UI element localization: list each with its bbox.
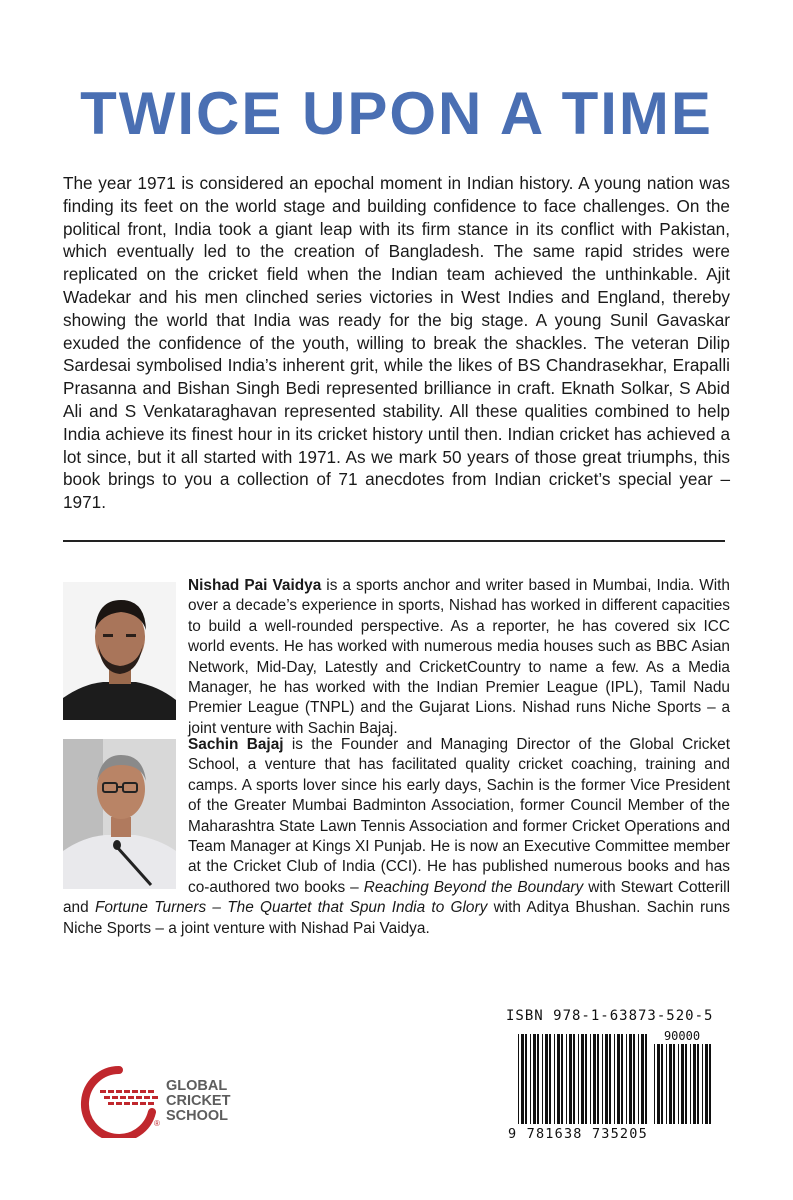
barcode-bar	[666, 1044, 667, 1124]
barcode-bar	[678, 1044, 679, 1124]
logo-line-cricket: CRICKET	[166, 1093, 231, 1109]
book-title: TWICE UPON A TIME	[80, 80, 713, 147]
barcode-bar	[705, 1044, 708, 1124]
barcode-bar	[657, 1044, 660, 1124]
barcode-bar	[533, 1034, 536, 1124]
barcode-bar	[549, 1034, 551, 1124]
barcode-bar	[626, 1034, 627, 1124]
barcode-bar	[629, 1034, 632, 1124]
author-photo-sachin	[63, 739, 176, 889]
barcode-bar	[673, 1044, 675, 1124]
author-bio-sachin	[63, 735, 730, 939]
book-blurb: The year 1971 is considered an epochal moment in Indian history. A young nation was finding its feet on the world stage and building confidence to face challenges. On the political front, India took a giant leap with its firm stance in its conflict with Pakistan, which eventually led to the creation of Bangladesh. The same rapid strides were replicated on the cricket field when the Indian team achieved the unthinkable. Ajit Wadekar and his men clinched series victories in West Indies and England, thereby showing the world that India was ready for the big stage. A young Sunil Gavaskar exuded the confidence of the youth, willing to break the shackles. The veteran Dilip Sardesai symbolised India’s inherent grit, while the likes of BS Chandrasekhar, Erapalli Prasanna and Bishan Singh Bedi represented brilliance in craft. Eknath Solkar, S Abid Ali and S Venkataraghavan represented stability. All these qualities combined to help India achieve its finest hour in its cricket history until then. Indian cricket has achieved a lot since, but it all started with 1971. As we mark 50 years of those great triumphs, this book brings to you a collection of 71 anecdotes from Indian cricket’s special year – 1971.	[63, 173, 730, 513]
barcode-bar	[709, 1044, 711, 1124]
barcode-bar	[554, 1034, 555, 1124]
barcode-bar	[573, 1034, 575, 1124]
registered-mark: ®	[154, 1119, 160, 1128]
barcode-bar	[702, 1044, 703, 1124]
barcode-bar	[609, 1034, 611, 1124]
logo-line-school: SCHOOL	[166, 1108, 229, 1124]
barcode-bar	[690, 1044, 691, 1124]
barcode-addon-number: 90000	[663, 1029, 701, 1043]
barcode-bar	[585, 1034, 587, 1124]
barcode-bar	[633, 1034, 635, 1124]
barcode-bar	[681, 1044, 684, 1124]
author-name-nishad: Nishad Pai Vaidya	[188, 577, 322, 594]
author-bio-nishad	[63, 576, 730, 739]
barcode-bar	[645, 1034, 647, 1124]
author-name-sachin: Sachin Bajaj	[188, 736, 284, 753]
barcode-bar	[545, 1034, 548, 1124]
barcode-bar	[638, 1034, 639, 1124]
barcode-bar	[697, 1044, 699, 1124]
barcode-bar	[569, 1034, 572, 1124]
barcode-bar	[581, 1034, 584, 1124]
barcode-bar	[530, 1034, 531, 1124]
barcode-bar	[605, 1034, 608, 1124]
barcode-bar	[593, 1034, 596, 1124]
logo-line-global: GLOBAL	[166, 1078, 228, 1094]
barcode-bar	[617, 1034, 620, 1124]
barcode-number: 9 781638 735205	[508, 1126, 648, 1142]
barcode-bar	[693, 1044, 696, 1124]
barcode-bar	[685, 1044, 687, 1124]
barcode-bar	[621, 1034, 623, 1124]
barcode-bar	[597, 1034, 599, 1124]
barcode-bar	[669, 1044, 672, 1124]
barcode-bar	[614, 1034, 615, 1124]
author-bio-text-nishad: is a sports anchor and writer based in Mumbai, India. With over a decade’s experience in sports, Nishad has worked in different capacities to build a well-rounded perspective. As a reporter, he has covered six ICC world events. He has worked with numerous media houses such as BBC Asian Network, Mid-Day, Latestly and CricketCountry to name a few. As a Media Manager, he has worked with the Indian Premier League (IPL), Tamil Nadu Premier League (TNPL) and the Gujarat Lions. Nishad runs Niche Sports – a joint venture with Sachin Bajaj.	[188, 577, 730, 737]
barcode-bar	[578, 1034, 579, 1124]
barcode-bar	[518, 1034, 519, 1124]
section-divider	[63, 540, 725, 542]
barcode-bar	[521, 1034, 524, 1124]
book-title-reaching: Reaching Beyond the Boundary	[363, 878, 584, 896]
barcode-bar	[654, 1044, 655, 1124]
barcode-bar	[641, 1034, 644, 1124]
barcode-bar	[542, 1034, 543, 1124]
barcode-bar	[602, 1034, 603, 1124]
barcode-bar	[561, 1034, 563, 1124]
logo-wordmark	[166, 1079, 230, 1124]
barcode-bar	[590, 1034, 591, 1124]
isbn-barcode	[506, 1028, 724, 1142]
barcode-bar	[661, 1044, 663, 1124]
author-bio-text-sachin-c: with Aditya Bhushan. Sachin runs Niche Sports – a joint venture with Nishad Pai Vaidya.	[63, 899, 730, 937]
barcode-bar	[557, 1034, 560, 1124]
barcode-bar	[537, 1034, 539, 1124]
author-photo-nishad	[63, 582, 176, 720]
book-title-fortune: Fortune Turners – The Quartet that Spun India to Glory	[94, 899, 488, 917]
author-bio-text-sachin-b: with Stewart Cotterill and	[63, 878, 730, 917]
barcode-bar	[566, 1034, 567, 1124]
author-bio-text-sachin-a: is the Founder and Managing Director of the Global Cricket School, a venture that has facilitated quality cricket coaching, training and camps. A sports lover since his early days, Sachin is the former Vice President of the Greater Mumbai Badminton Association, former Council Member of the Maharashtra State Lawn Tennis Association and former Cricket Operations and Team Manager at Kings XI Punjab. He is now an Executive Committee member at the Cricket Club of India (CCI). He has published numerous books and has co-authored two books –	[188, 736, 730, 896]
isbn-text: ISBN 978-1-63873-520-5	[506, 1008, 714, 1024]
barcode-bar	[525, 1034, 527, 1124]
barcode-addon-bars	[654, 1044, 711, 1124]
